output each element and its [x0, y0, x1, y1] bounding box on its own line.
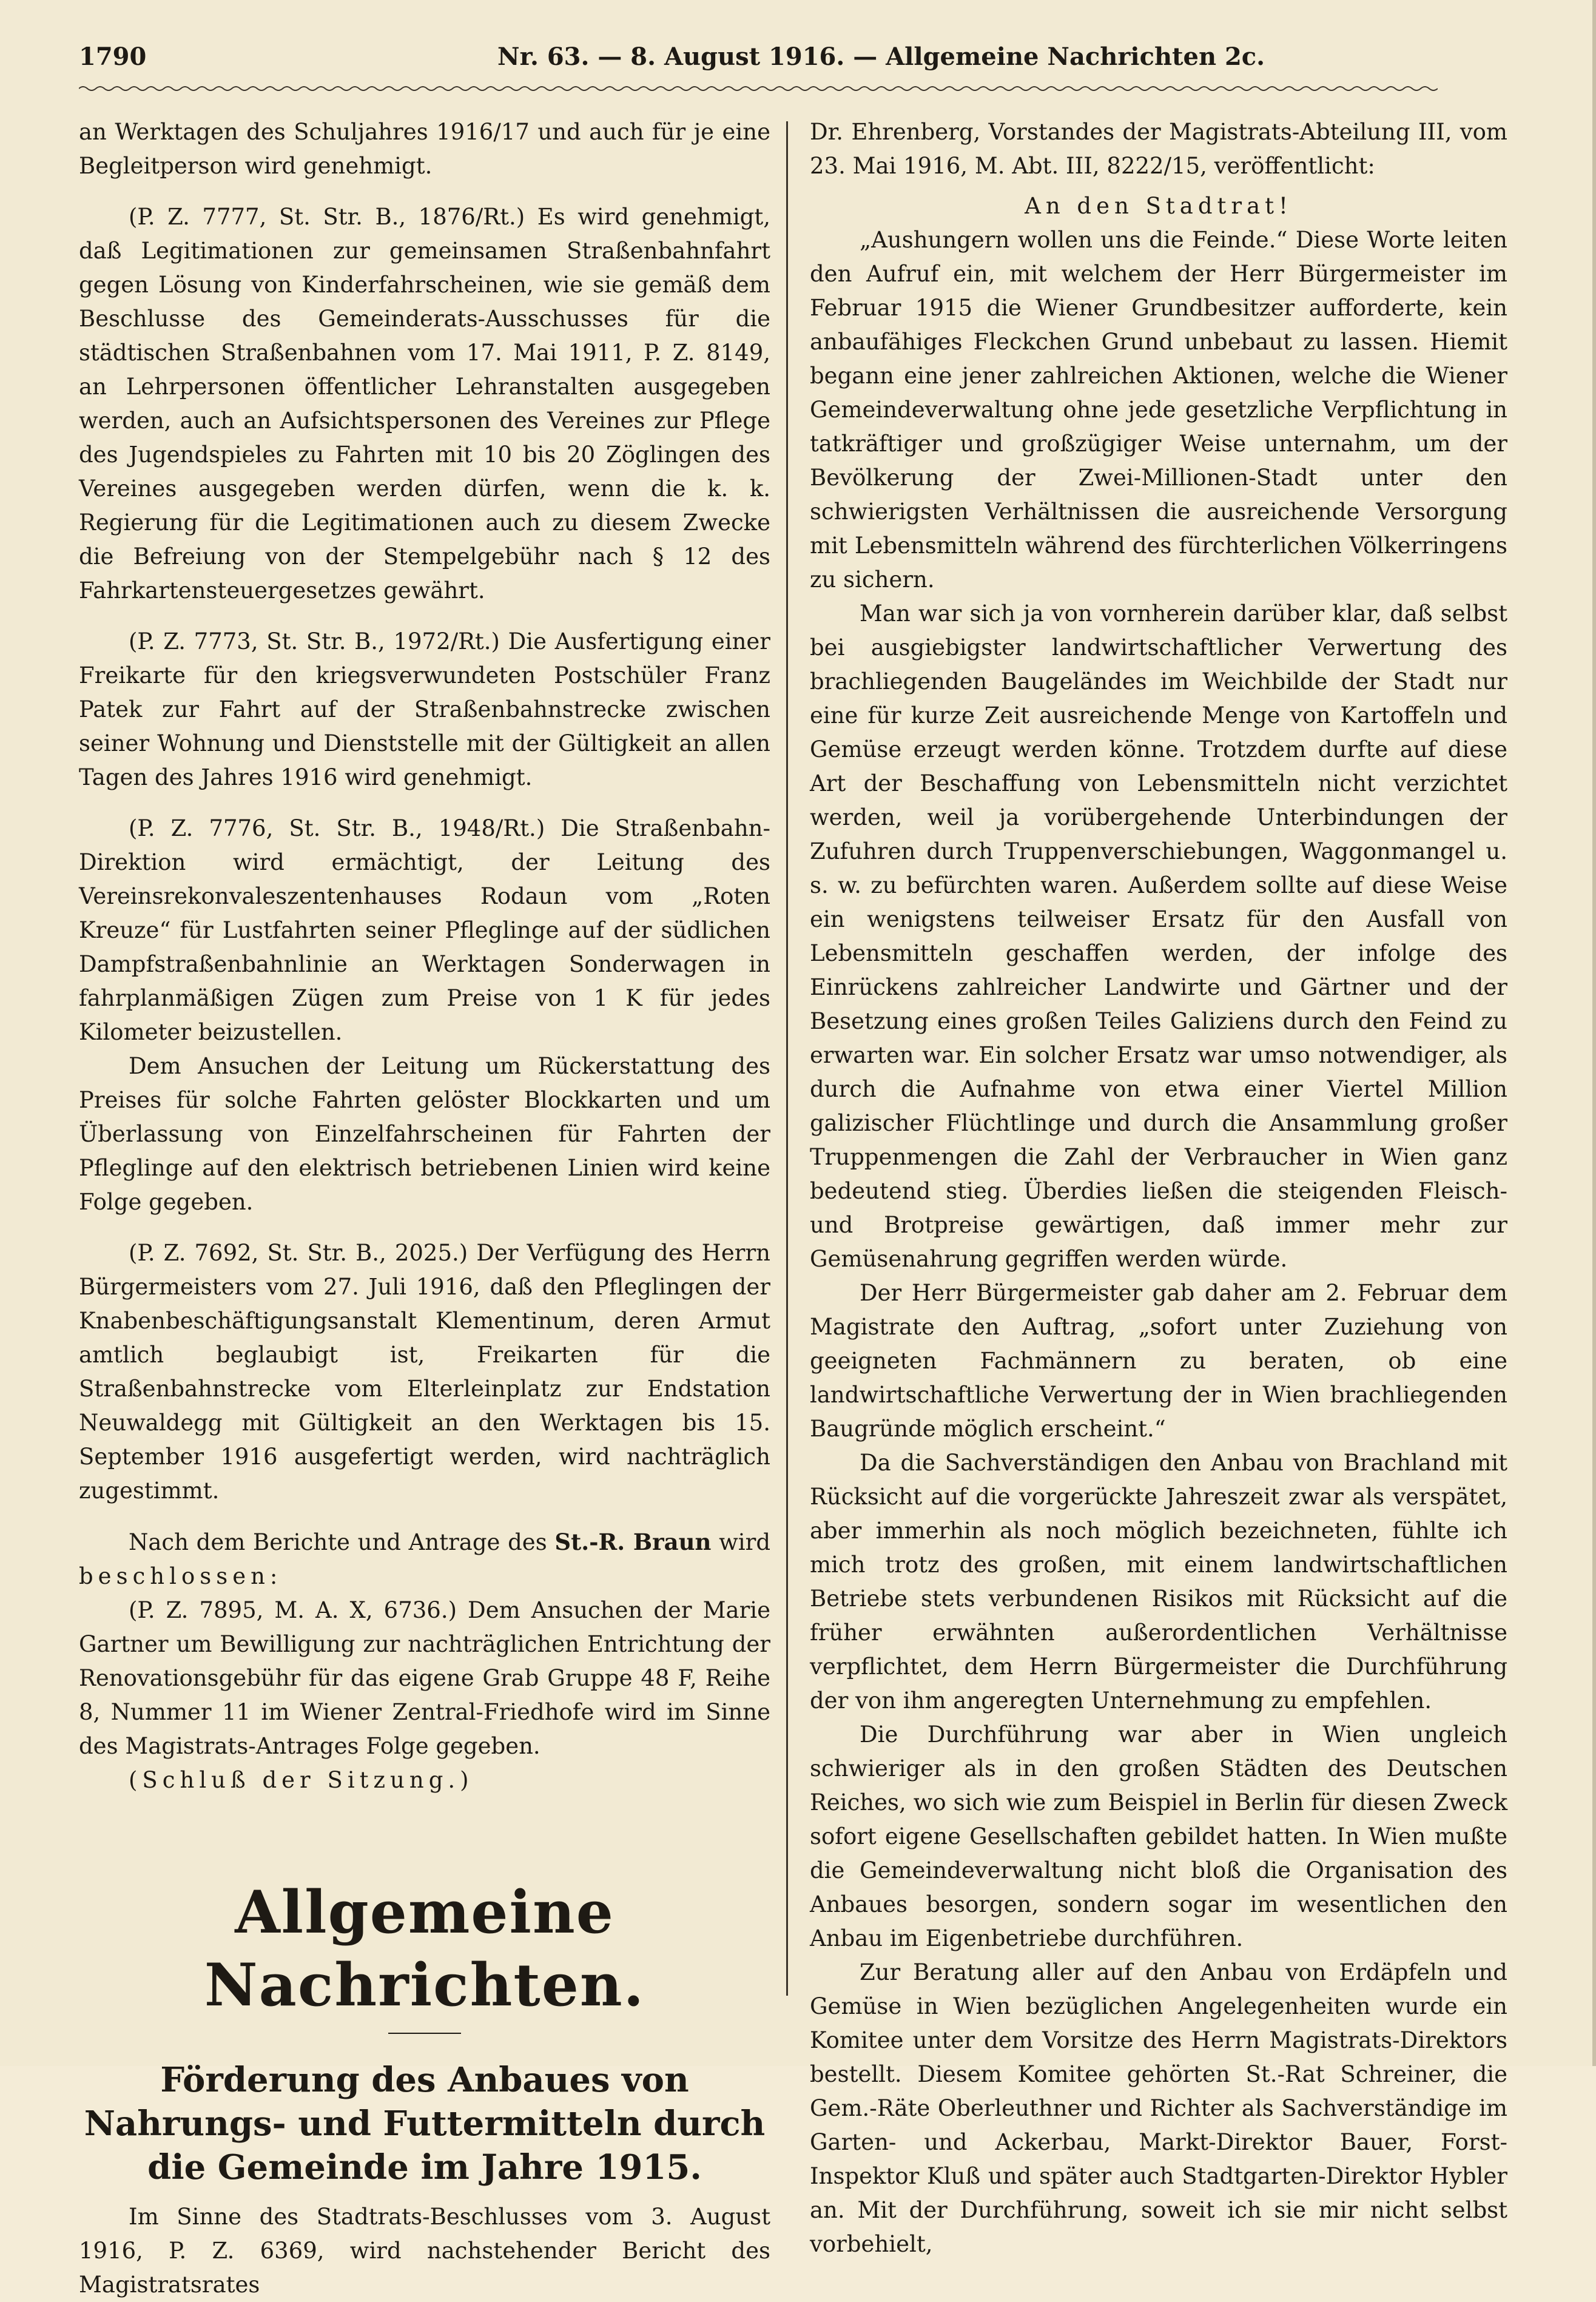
right-paragraph-8: Zur Beratung aller auf den Anbau von Erdäpfeln und Gemüse in Wien bezüglichen Angelegenheiten wurde ein Komitee unter dem Vorsitze des Herrn Magistrats-Direktors bestellt. Diesem Komitee gehörten St.-Rat Schreiner, die Gem.-Räte Oberleuthner und Richter als Sachverständige im Garten- und Ackerbau, Markt-Direktor Bauer, Forst-Inspektor Kluß und später auch Stadtgarten-Direktor Hybler an. Mit der Durchführung, soweit ich sie mir nicht selbst vorbehielt,: [810, 1959, 1507, 2257]
left-paragraph-10: Im Sinne des Stadtrats-Beschlusses vom 3. August 1916, P. Z. 6369, wird nachstehender Bericht des Magistratsrates: [79, 2204, 770, 2298]
left-paragraph-4: (P. Z. 7776, St. Str. B., 1948/Rt.) Die Straßenbahn-Direktion wird ermächtigt, der Leitung des Vereinsrekonvaleszentenhauses Rodaun vom „Roten Kreuze“ für Lustfahrten seiner Pfleglinge auf der südlichen Dampfstraßenbahnlinie an Werktagen Sonderwagen in fahrplanmäßigen Zügen zum Preise von 1 K für jedes Kilometer beizustellen.: [79, 815, 770, 1045]
running-title: Nr. 63. — 8. August 1916. — Allgemeine Nachrichten 2c.: [497, 42, 1265, 71]
left-paragraph-1: an Werktagen des Schuljahres 1916/17 und auch für je eine Begleitperson wird genehmigt.: [79, 119, 770, 179]
resolution-verb: wird: [719, 1529, 771, 1555]
right-paragraph-5: Der Herr Bürgermeister gab daher am 2. Februar dem Magistrate den Auftrag, „sofort unter Zuziehung von geeigneten Fachmännern zu beraten, ob eine landwirtschaftliche Verwertung der in Wien brachliegenden Baugründe möglich erscheint.“: [810, 1280, 1507, 1442]
letter-salutation: An den Stadtrat!: [1025, 193, 1293, 219]
left-paragraph-2: (P. Z. 7777, St. Str. B., 1876/Rt.) Es wird genehmigt, daß Legitimationen zur gemeinsamen Straßenbahnfahrt gegen Lösung von Kinderfahrscheinen, wie sie gemäß dem Beschlusse des Gemeinderats-Ausschusses für die städtischen Straßenbahnen vom 17. Mai 1911, P. Z. 8149, an Lehrpersonen öffentlicher Lehranstalten ausgegeben werden, auch an Aufsichtspersonen des Vereines zur Pflege des Jugendspieles zu Fahrten mit 10 bis 20 Zöglingen des Vereines ausgegeben werden dürfen, wenn die k. k. Regierung für die Legitimationen auch zu diesem Zwecke die Befreiung von der Stempelgebühr nach § 12 des Fahrkartensteuergesetzes gewährt.: [79, 204, 770, 604]
right-paragraph-3: „Aushungern wollen uns die Feinde.“ Diese Worte leiten den Aufruf ein, mit welchem der Herr Bürgermeister im Februar 1915 die Wiener Grundbesitzer aufforderte, kein anbaufähiges Fleckchen Grund unbebaut zu lassen. Hiemit begann eine jener zahlreichen Aktionen, welche die Wiener Gemeindeverwaltung ohne jede gesetzliche Verpflichtung in tatkräftiger und großzügiger Weise unternahm, um der Bevölkerung der Zwei-Millionen-Stadt unter den schwierigsten Verhältnissen die ausreichende Versorgung mit Lebensmitteln während des fürchterlichen Völkerringens zu sichern.: [810, 227, 1507, 593]
left-paragraph-6: (P. Z. 7692, St. Str. B., 2025.) Der Verfügung des Herrn Bürgermeisters vom 27. Juli 1916, daß den Pfleglingen der Knabenbeschäftigungsanstalt Klementinum, deren Armut amtlich beglaubigt ist, Freikarten für die Straßenbahnstrecke vom Elterleinplatz zur Endstation Neuwaldegg mit Gültigkeit an den Werktagen bis 15. September 1916 ausgefertigt werden, wird nachträglich zugestimmt.: [79, 1240, 770, 1504]
right-paragraph-6: Da die Sachverständigen den Anbau von Brachland mit Rücksicht auf die vorgerückte Jahreszeit zwar als verspätet, aber immerhin als noch möglich bezeichneten, fühlte ich mich trotz des großen, mit einem landwirtschaftlichen Betriebe stets verbundenen Risikos mit Rücksicht auf die früher erwähnten außerordentlichen Verhältnisse verpflichtet, dem Herrn Bürgermeister die Durchführung der von ihm angeregten Unternehmung zu empfehlen.: [810, 1450, 1507, 1714]
right-column: [810, 115, 1507, 2261]
title-rule: [388, 2033, 461, 2034]
section-title: Allgemeine Nachrichten.: [204, 1878, 645, 2019]
right-paragraph-7: Die Durchführung war aber in Wien ungleich schwieriger als in den großen Städten des Deutschen Reiches, wo sich wie zum Beispiel in Berlin für diesen Zweck sofort eigene Gesellschaften gebildet hatten. In Wien mußte die Gemeindeverwaltung nicht bloß die Organisation des Anbaues besorgen, sondern sogar im wesentlichen den Anbau im Eigenbetriebe durchführen.: [810, 1721, 1507, 1951]
left-paragraph-3: (P. Z. 7773, St. Str. B., 1972/Rt.) Die Ausfertigung einer Freikarte für den kriegsverwundeten Postschüler Franz Patek zur Fahrt auf der Straßenbahnstrecke zwischen seiner Wohnung und Dienststelle mit der Gültigkeit an allen Tagen des Jahres 1916 wird genehmigt.: [79, 628, 770, 790]
column-divider: [786, 121, 788, 1996]
page-number: 1790: [79, 42, 147, 71]
councillor-name: St.-R. Braun: [554, 1529, 712, 1555]
left-paragraph-8: (P. Z. 7895, M. A. X, 6736.) Dem Ansuchen der Marie Gartner um Bewilligung zur nachträglichen Entrichtung der Renovationsgebühr für das eigene Grab Gruppe 48 F, Reihe 8, Nummer 11 im Wiener Zentral-Friedhofe wird im Sinne des Magistrats-Antrages Folge gegeben.: [79, 1597, 770, 1759]
article-title: Förderung des Anbaues von Nahrungs- und Futtermitteln durch die Gemeinde im Jahre 1915.: [84, 2060, 766, 2187]
header-wavy-rule: [79, 84, 1438, 93]
right-paragraph-1: Dr. Ehrenberg, Vorstandes der Magistrats-Abteilung III, vom 23. Mai 1916, M. Abt. III, 8222/15, veröffentlicht:: [810, 119, 1507, 179]
left-paragraph-7: [79, 1525, 770, 1594]
left-column: [79, 115, 770, 2302]
resolution-intro: Nach dem Berichte und Antrage des: [129, 1529, 547, 1555]
left-paragraph-5: Dem Ansuchen der Leitung um Rückerstattung des Preises für solche Fahrten gelöster Blockkarten und um Überlassung von Einzelfahrscheinen für Fahrten der Pfleglinge auf den elektrisch betriebenen Linien wird keine Folge gegeben.: [79, 1053, 770, 1215]
running-header: [79, 42, 1438, 79]
right-paragraph-4: Man war sich ja von vornherein darüber klar, daß selbst bei ausgiebigster landwirtschaftlicher Verwertung des brachliegenden Baugeländes im Weichbilde der Stadt nur eine für kurze Zeit ausreichende Menge von Kartoffeln und Gemüse erzeugt werden könne. Trotzdem durfte auf diese Art der Beschaffung von Lebensmitteln nicht verzichtet werden, weil ja vorübergehende Unterbindungen der Zufuhren durch Truppenverschiebungen, Waggonmangel u. s. w. zu befürchten waren. Außerdem sollte auf diese Weise ein wenigstens teilweiser Ersatz für den Ausfall von Lebensmitteln geschaffen werden, der infolge des Einrückens zahlreicher Landwirte und Gärtner und der Besetzung eines großen Teiles Galiziens durch den Feind zu erwarten war. Ein solcher Ersatz war umso notwendiger, als durch die Aufnahme von etwa einer Viertel Million galizischer Flüchtlinge und durch die Ansammlung großer Truppenmengen die Zahl der Verbraucher in Wien ganz bedeutend stieg. Überdies ließen die steigenden Fleisch- und Brotpreise gewärtigen, daß immer mehr zur Gemüsenahrung gegriffen werden würde.: [810, 601, 1507, 1272]
session-close: (Schluß der Sitzung.): [129, 1767, 474, 1793]
resolution-word: beschlossen:: [79, 1563, 283, 1589]
